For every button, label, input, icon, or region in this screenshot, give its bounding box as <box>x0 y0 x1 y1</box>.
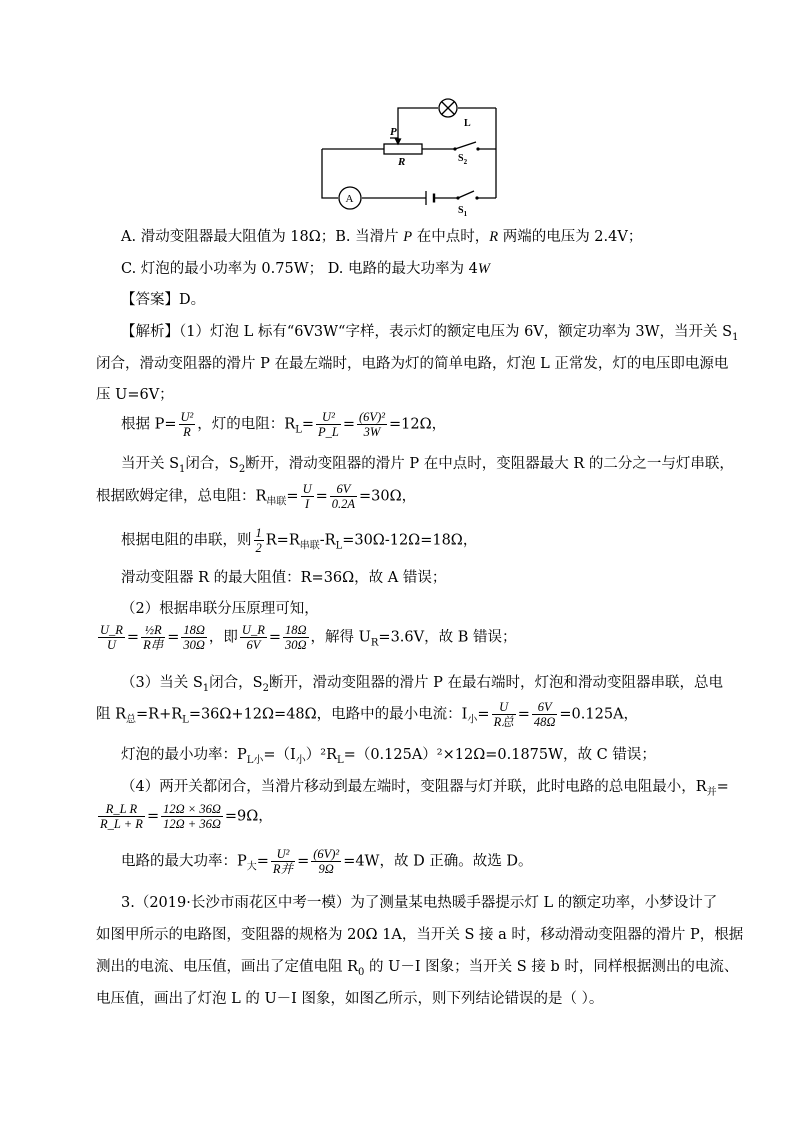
battery-icon <box>426 191 434 205</box>
analysis-line-5: 滑动变阻器 R 的最大阻值：R=36Ω，故 A 错误； <box>121 570 447 586</box>
analysis-line-1: 【解析】（1）灯泡 L 标有“6V3W“字样，表示灯的额定电压为 6V，额定功率为 3W，当开关 $S_1$ <box>121 324 739 343</box>
formula-total-resistance: 根据欧姆定律，总电阻：$R_{串联}=$ $\frac{U}{I}$ = $\frac{6V}{0.2A}$ =30Ω， <box>96 482 417 511</box>
options-line-2: C. 灯泡的最小功率为 0.75W； D. 电路的最大功率为 4W <box>121 261 490 277</box>
ammeter-label: A <box>345 193 354 205</box>
analysis-line-2: 闭合，滑动变阻器的滑片 P 在最左端时，电路为灯的简单电路，灯泡 L 正常发，灯的电压即电源电 <box>96 356 729 372</box>
formula-max-power: 电路的最大功率：$P_大=$ $\frac{\text{U²}}{\text{R并}}$ = $\frac{\text{(6V)²}}{9\Omega}$ =4W，故 D 正确。故选 D。 <box>121 847 533 876</box>
question-3-line-2: 如图甲所示的电路图，变阻器的规格为 20Ω 1A，当开关 S 接 a 时，移动滑动变阻器的滑片 P，根据 <box>96 927 744 943</box>
options-line-1: A. 滑动变阻器最大阻值为 18Ω；B. 当滑片 P 在中点时，R 两端的电压为 2.4V； <box>121 229 643 245</box>
resistor <box>384 144 422 154</box>
analysis-line-6: （2）根据串联分压原理可知， <box>121 601 319 617</box>
analysis-line-7: （3）当关 $S_1$闭合，$S_2$断开，滑动变阻器的滑片 P 在最右端时，灯泡和滑动变阻器串联，总电 <box>121 675 723 694</box>
s1-label: $S_1$ <box>458 205 468 218</box>
analysis-line-4: 当开关 $S_1$闭合，$S_2$断开，滑动变阻器的滑片 P 在中点时，变阻器最大 R 的二分之一与灯串联， <box>121 456 734 475</box>
question-3-line-1: 3.（2019·长沙市雨花区中考一模）为了测量某电热暖手器提示灯 L 的额定功率，小梦设计了 <box>121 895 718 911</box>
lamp-icon <box>439 99 457 117</box>
formula-lamp-resistance: 根据 P= $\frac{\text{U²}}{R}$ ，灯的电阻：$R_L=$ $\frac{\text{U²}}{P\_L}$ = $\frac{\text{(6V)²}}{3W}$ =12Ω， <box>121 410 447 439</box>
formula-voltage-divider: $\frac{U\_R}{U}$ = $\frac{\text{½R}}{\text{R串}}$ = $\frac{18\Omega}{30\Omega}$ ，即 $\frac{U\_R}{6V}$ = $\frac{18\Omega}{30\Omega}$ ，解得 $U_R=3.6V$，故 B 错误； <box>100 623 517 652</box>
lamp-label: L <box>464 118 471 129</box>
analysis-line-8: 灯泡的最小功率：$P_{L小}=(I_小)^2R_L=(0.125A)^2\times 12\Omega=0.1875W$，故 C 错误； <box>121 747 656 766</box>
analysis-line-9: （4）两开关都闭合，当滑片移动到最左端时，变阻器与灯并联，此时电路的总电阻最小，$R_并=$ <box>121 779 729 798</box>
formula-parallel-resistance: $\frac{\text{R\_L R}}{R\_L + R}$ = $\frac{12\Omega \times 36\Omega}{12\Omega + 36\Omega}$ =9Ω， <box>100 802 273 831</box>
answer: 【答案】D。 <box>121 292 206 308</box>
slider-label: P <box>390 126 397 138</box>
formula-min-current: 阻 $R_总=R+R_L=36\Omega+12\Omega=48\Omega$，电路中的最小电流：$I_小=$ $\frac{U}{\text{R总}}$ = $\frac{6V}{48\Omega}$ =0.125A， <box>96 700 639 729</box>
resistor-label: R <box>398 156 406 168</box>
formula-half-r: 根据电阻的串联，则 $\frac{1}{2}$ $R=R_{串联}-R_L=30\Omega-12\Omega=18\Omega$， <box>121 526 478 555</box>
circuit-diagram <box>310 92 510 220</box>
s2-label: $S_2$ <box>458 153 468 166</box>
question-3-line-4: 电压值，画出了灯泡 L 的 U－I 图象，如图乙所示，则下列结论错误的是（ ）。 <box>96 991 604 1007</box>
analysis-line-3: 压 U=6V； <box>96 387 174 403</box>
question-3-line-3: 测出的电流、电压值，画出了定值电阻 $R_0$ 的 U－I 图象；当开关 S 接 b 时，同样根据测出的电流、 <box>96 959 739 978</box>
